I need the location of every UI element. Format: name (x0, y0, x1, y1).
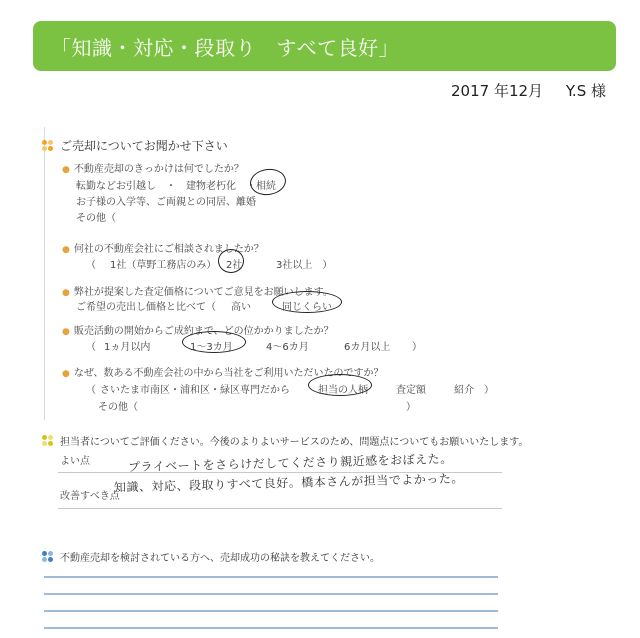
q5-answers (86, 381, 506, 395)
q4-close: ） (412, 342, 422, 353)
q5-close: ） (484, 385, 494, 396)
good-points-handwriting: プライベートをさらけだしてくださり親近感をおぼえた。 (127, 451, 453, 475)
dots-icon (42, 435, 54, 447)
q1-question-text: 不動産売却のきっかけは何でしたか？ (73, 164, 244, 175)
q5-open: （ (86, 385, 96, 396)
q1-answers-line2: お子様の入学等、ご両親との同居、離婚 (76, 197, 256, 208)
q5-selected-circle (308, 374, 372, 396)
q2-opt2: 2社 (226, 260, 243, 271)
survey-left-border (44, 127, 45, 420)
q2-selected-circle (218, 249, 244, 273)
improve-points-label: 改善すべき点 (60, 491, 120, 502)
survey-date: 2017 年12月 (451, 82, 544, 100)
q5-opt1: さいたま市南区・浦和区・緑区専門だから (100, 385, 290, 396)
q4-opt1: 1ヵ月以内 (104, 342, 151, 353)
q4-opt2: 1～3カ月 (190, 342, 233, 353)
good-points-label: よい点 (60, 456, 90, 467)
q5-other-close: ） (406, 402, 416, 413)
survey-heading (42, 137, 228, 154)
q4-open: （ (86, 342, 96, 353)
dots-icon (42, 551, 54, 563)
q4-opt3: 4～6カ月 (266, 342, 309, 353)
q4-answers (86, 338, 426, 352)
staff-heading (42, 433, 528, 448)
q2-opt1: 1社（草野工務店のみ） (110, 260, 217, 271)
q3-lead: ご希望の売出し価格と比べて（ (76, 302, 216, 313)
date-customer-line (447, 80, 606, 101)
q5-opt4: 紹介 (454, 385, 474, 396)
q3-question-text: 弊社が提案した査定価格についてご意見をお願いします。 (73, 287, 333, 298)
q3-opt-same: 同じくらい (282, 302, 332, 313)
q2-question-text: 何社の不動産会社にご相談されましたか？ (73, 244, 264, 255)
bullet-icon: ● (62, 165, 70, 175)
q1-opt-inherit: 相続 (256, 181, 276, 192)
q1-other: その他（ (76, 213, 116, 224)
page-title: 「知識・対応・段取り すべて良好」 (51, 36, 400, 60)
bullet-icon: ● (62, 288, 70, 298)
dots-icon (42, 140, 54, 152)
bullet-icon: ● (62, 327, 70, 337)
title-banner (33, 21, 616, 71)
q2-open: （ (86, 260, 96, 271)
tips-heading (42, 549, 380, 564)
tips-rule-3 (44, 610, 498, 612)
q1-opt-move: 転勤などお引越し ・ 建物老朽化 ・ (76, 181, 256, 192)
q4-opt4: 6カ月以上 (344, 342, 391, 353)
tips-rule-1 (44, 576, 498, 578)
q5-question-text: なぜ、数ある不動産会社の中から当社をご利用いただいたのですか？ (73, 368, 384, 379)
q1-question (62, 160, 244, 175)
customer-name: Y.S 様 (565, 82, 606, 100)
q4-selected-circle (182, 331, 246, 353)
q5-other-line (98, 398, 418, 412)
q3-opt-high: 高い (231, 302, 251, 313)
q2-opt3: 3社以上 ） (276, 260, 333, 271)
bullet-icon: ● (62, 245, 70, 255)
bullet-icon: ● (62, 369, 70, 379)
q3-selected-circle (272, 291, 342, 313)
q5-opt3: 査定額 (396, 385, 426, 396)
tips-heading-text: 不動産売却を検討されている方へ、売却成功の秘訣を教えてください。 (60, 553, 380, 564)
tips-rule-4 (44, 627, 498, 629)
q5-opt2: 担当の人柄 (318, 385, 368, 396)
q4-question-text: 販売活動の開始からご成約まで、どの位かかりましたか？ (73, 326, 334, 337)
tips-rule-2 (44, 593, 498, 595)
survey-heading-text: ご売却についてお聞かせ下さい (60, 139, 228, 153)
improve-points-handwriting: 知識、対応、段取りすべて良好。橋本さんが担当でよかった。 (113, 471, 464, 495)
staff-heading-text: 担当者についてご評価ください。今後のよりよいサービスのため、問題点についてもお願いいたします。 (60, 437, 529, 448)
improve-points-rule (58, 508, 502, 509)
q5-other: その他（ (98, 402, 138, 413)
q1-answers-line1 (76, 177, 376, 191)
